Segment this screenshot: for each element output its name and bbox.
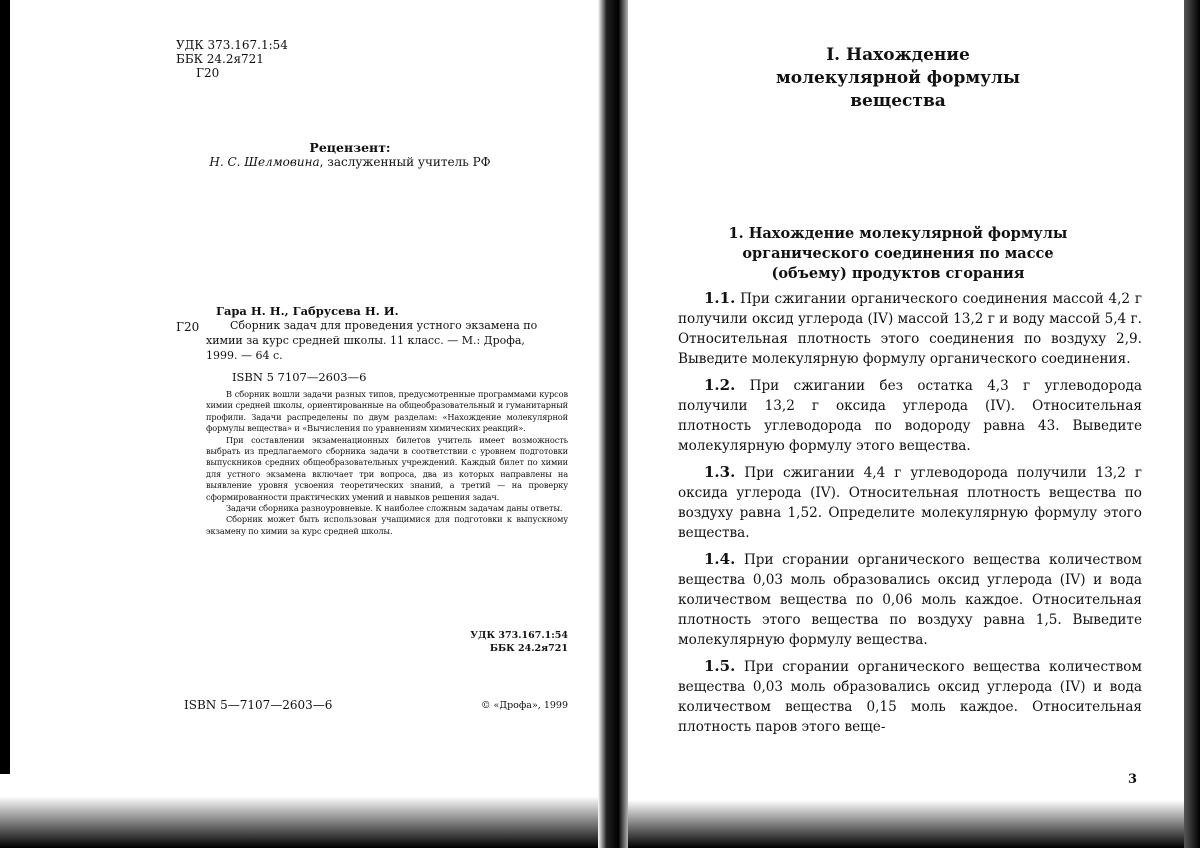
problem-number: 1.3. — [704, 463, 736, 481]
subsection-title — [668, 224, 1128, 284]
problem-number: 1.5. — [704, 657, 736, 675]
problem-number: 1.4. — [704, 550, 736, 568]
catalog-code: Г20 — [196, 66, 220, 80]
copyright: © «Дрофа», 1999 — [481, 700, 568, 711]
scan-edge-left — [0, 0, 10, 848]
problem-text: При сжигании органического соединения массой 4,2 г получили оксид углерода (IV) массой 13,2 г и воду массой 5,4 г. Относительная плотность этого соединения по воздуху 2,9. Выведите молекулярную формулу органического соединения. — [678, 291, 1142, 367]
problem-text: При сгорании органического вещества количеством вещества 0,03 моль образовались оксид углерода (IV) и вода количеством вещества по 0,06 моль каждое. Относительная плотность этого вещества по воздуху равна 1,5. Выведите молекулярную формулу вещества. — [678, 552, 1142, 648]
page-number: 3 — [1128, 772, 1138, 787]
problem-1-2 — [678, 375, 1142, 456]
isbn-bottom: ISBN 5—7107—2603—6 — [184, 698, 333, 712]
problem-text: При сгорании органического вещества количеством вещества 0,03 моль образовались оксид углерода (IV) и вода количеством вещества 0,15 моль каждое. Относительная плотность паров этого веще- — [678, 659, 1142, 735]
section-title-line-1: I. Нахождение — [826, 45, 970, 65]
problem-1-3 — [678, 462, 1142, 543]
reviewer-heading: Рецензент: — [309, 140, 391, 155]
abstract-p2: При составлении экзаменационных билетов учитель имеет возможность выбрать из предлагаемого сборника задачи в соответствии с уровнем подготовки выпускников средних общеобразовательных учреждений. Каждый билет по химии для устного экзамена включает три вопроса, два из которых направлены на выявление уровня усвоения теоретических знаний, а третий — на проверку сформированности практических умений и навыков решения задач. — [206, 434, 568, 502]
authors: Гара Н. Н., Габрусева Н. И. — [216, 304, 399, 318]
udk-code: УДК 373.167.1:54 — [176, 38, 288, 52]
catalog-mark: Г20 — [176, 320, 200, 334]
problem-1-4 — [678, 549, 1142, 650]
desc-line-3: 1999. — 64 с. — [206, 349, 283, 362]
reviewer-line — [150, 155, 550, 169]
problem-number: 1.2. — [704, 376, 736, 394]
reviewer-title: , заслуженный учитель РФ — [319, 155, 491, 169]
book-description — [206, 318, 568, 363]
udk-small: УДК 373.167.1:54 — [470, 630, 568, 641]
scan-shadow-bottom — [0, 774, 606, 848]
bbk-small: ББК 24.2я721 — [489, 643, 568, 654]
sub-title-line-1: 1. Нахождение молекулярной формулы — [728, 225, 1068, 242]
book-gutter — [598, 0, 632, 848]
scan-shadow-bottom-right — [628, 800, 1184, 848]
sub-title-line-3: (объему) продуктов сгорания — [771, 265, 1025, 282]
abstract-p4: Сборник может быть использован учащимися для подготовки к выпускному экзамену по химии за курс средней школы. — [206, 514, 568, 536]
reviewer-name: Н. С. Шелмовина — [209, 155, 320, 169]
abstract-p1: В сборник вошли задачи разных типов, предусмотренные программами курсов химии средней школы, ориентированные на общеобразовательный и гуманитарный профили. Задачи распределены по двум разделам: «Нахождение молекулярной формулы вещества» и «Вычисления по уравнениям химических реакций». — [206, 389, 568, 434]
right-page — [628, 0, 1184, 848]
desc-line-2: химии за курс средней школы. 11 класс. — М.: Дрофа, — [206, 334, 525, 347]
desc-line-1: Сборник задач для проведения устного экзамена по — [230, 319, 538, 332]
problem-number: 1.1. — [704, 289, 736, 307]
scan-edge-right — [1184, 0, 1200, 848]
abstract-p3: Задачи сборника разноуровневые. К наиболее сложным задачам даны ответы. — [226, 503, 563, 514]
problem-1-5 — [678, 656, 1142, 737]
section-title-line-2: молекулярной формулы — [775, 68, 1021, 88]
problem-1-1 — [678, 288, 1142, 369]
isbn-line: ISBN 5 7107—2603—6 — [232, 370, 367, 384]
sub-title-line-2: органического соединения по массе — [742, 245, 1054, 262]
section-title — [668, 44, 1128, 113]
problem-text: При сжигании 4,4 г углеводорода получили 13,2 г оксида углерода (IV). Относительная плотность вещества по воздуху равна 1,52. Определите молекулярную формулу этого вещества. — [678, 465, 1142, 541]
problem-list — [678, 288, 1142, 737]
abstract — [206, 389, 568, 537]
bbk-code: ББК 24.2я721 — [176, 52, 264, 66]
problem-text: При сжигании без остатка 4,3 г углеводорода получили 13,2 г оксида углерода (IV). Относительная плотность углеводорода по водороду равна 43. Выведите молекулярную формулу этого вещества. — [678, 378, 1143, 454]
section-title-line-3: вещества — [850, 91, 946, 111]
